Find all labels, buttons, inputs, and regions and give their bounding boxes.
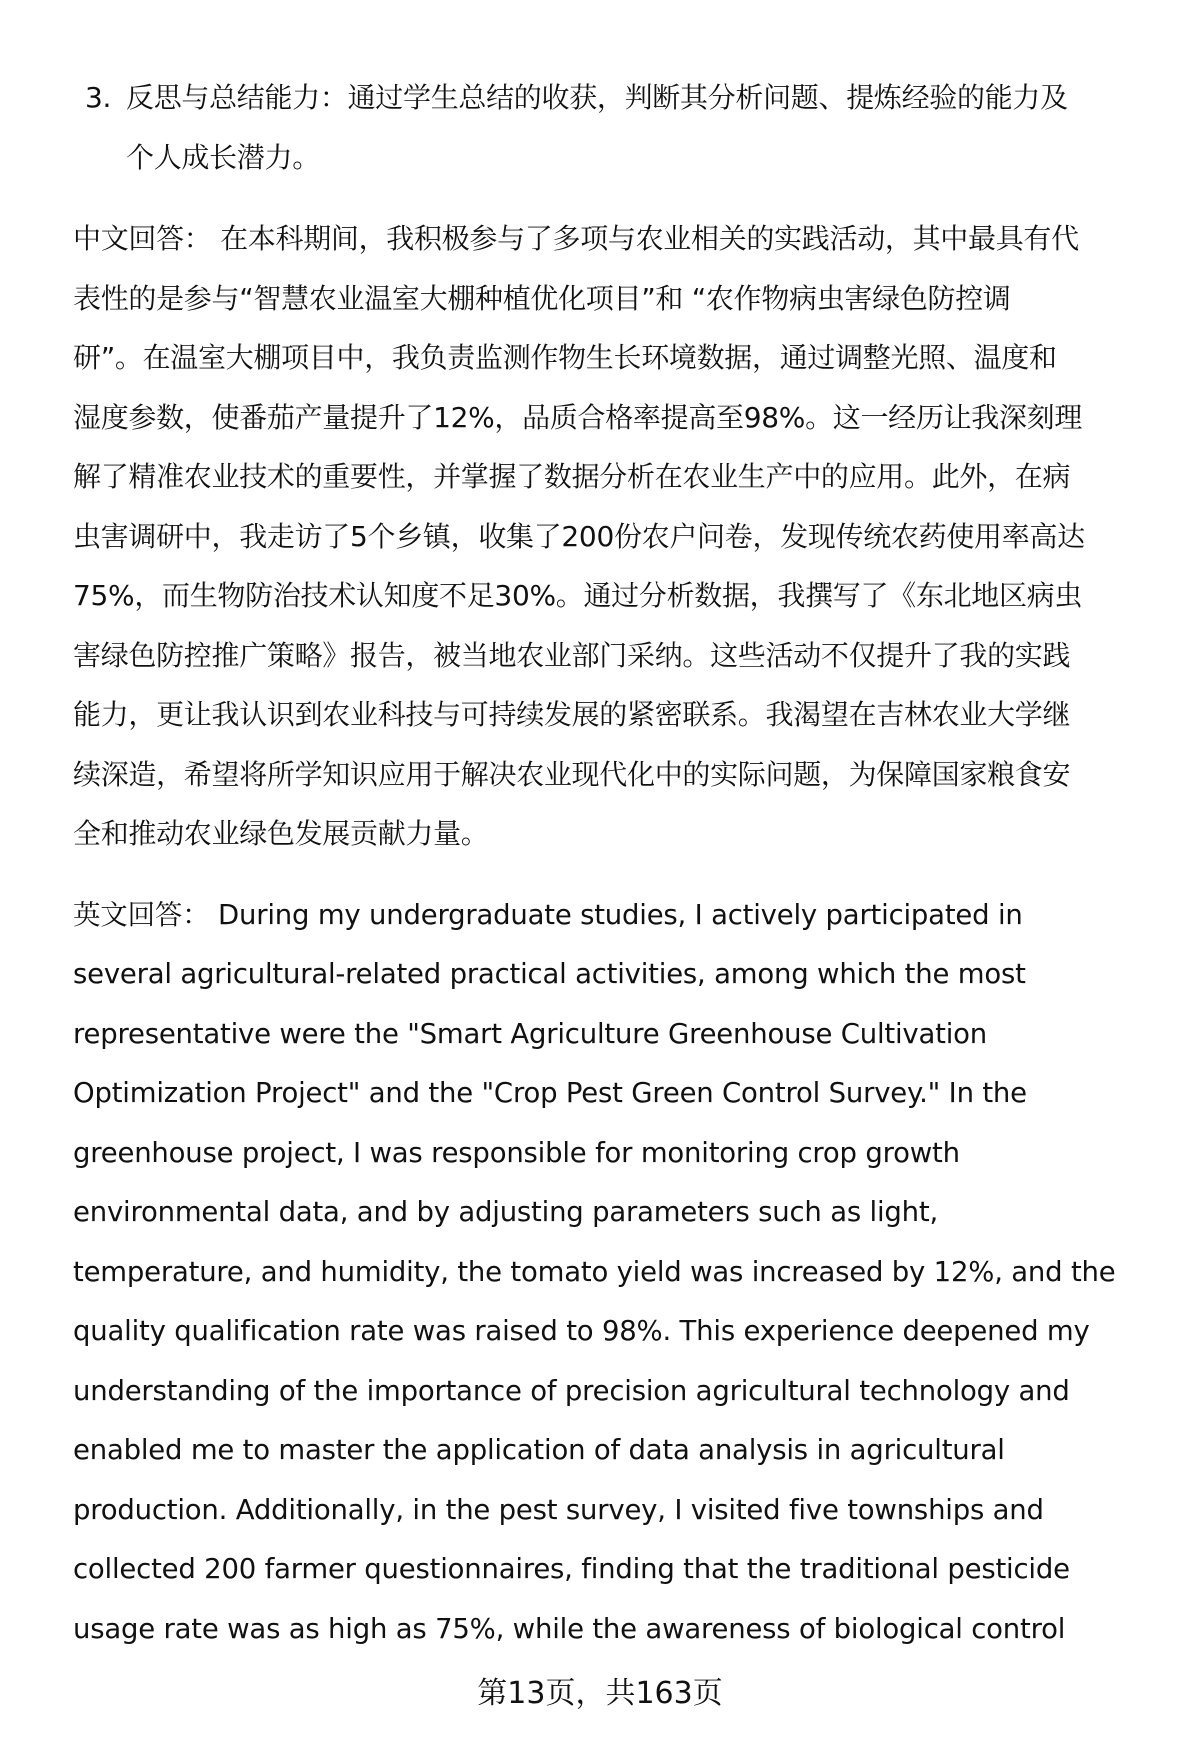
paragraph-line: 能力，更让我认识到农业科技与可持续发展的紧密联系。我渴望在吉林农业大学继 <box>73 698 1071 731</box>
list-item-line: 个人成长潜力。 <box>126 140 320 174</box>
paragraph-line: 全和推动农业绿色发展贡献力量。 <box>73 817 489 850</box>
paragraph-line: 害绿色防控推广策略》报告，被当地农业部门采纳。这些活动不仅提升了我的实践 <box>73 638 1071 672</box>
list-item-3 <box>73 68 1163 187</box>
page-number: 第13页，共163页 <box>477 1676 723 1711</box>
paragraph-line: 湿度参数，使番茄产量提升了12%，品质合格率提高至98%。这一经历让我深刻理 <box>73 400 1083 434</box>
paragraph-line: several agricultural-related practical activities, among which the most <box>73 958 1026 990</box>
paragraph-line: enabled me to master the application of data analysis in agricultural <box>73 1434 1005 1466</box>
paragraph-line: 研”。在温室大棚项目中，我负责监测作物生长环境数据，通过调整光照、温度和 <box>73 341 1057 374</box>
paragraph-line: temperature, and humidity, the tomato yield was increased by 12%, and the <box>73 1255 1116 1288</box>
paragraph-line: usage rate was as high as 75%, while the awareness of biological control <box>73 1612 1066 1645</box>
paragraph-line: understanding of the importance of precision agricultural technology and <box>73 1374 1070 1407</box>
paragraph-line: greenhouse project, I was responsible for monitoring crop growth <box>73 1136 960 1169</box>
list-item-line <box>73 68 1163 128</box>
paragraph-line: 续深造，希望将所学知识应用于解决农业现代化中的实际问题，为保障国家粮食安 <box>73 757 1071 791</box>
paragraph-line: production. Additionally, in the pest survey, I visited five townships and <box>73 1493 1044 1526</box>
list-item-text: 反思与总结能力：通过学生总结的收获，判断其分析问题、提炼经验的能力及 <box>126 81 1068 114</box>
paragraph-line: 中文回答： 在本科期间，我积极参与了多项与农业相关的实践活动，其中最具有代 <box>73 222 1079 255</box>
paragraph-line: 表性的是参与“智慧农业温室大棚种植优化项目”和 “农作物病虫害绿色防控调 <box>73 281 1011 315</box>
paragraph-line: 解了精准农业技术的重要性，并掌握了数据分析在农业生产中的应用。此外，在病 <box>73 460 1071 493</box>
paragraph-line: collected 200 farmer questionnaires, finding that the traditional pesticide <box>73 1553 1070 1585</box>
paragraph-line: Optimization Project" and the "Crop Pest Green Control Survey." In the <box>73 1077 1027 1109</box>
paragraph-line: 75%，而生物防治技术认知度不足30%。通过分析数据，我撰写了《东北地区病虫 <box>73 579 1083 612</box>
list-number: 3. <box>85 81 112 114</box>
paragraph-line: 英文回答： During my undergraduate studies, I actively participated in <box>73 898 1023 931</box>
paragraph-line: representative were the "Smart Agriculture Greenhouse Cultivation <box>73 1017 988 1050</box>
paragraph-line: 虫害调研中，我走访了5个乡镇，收集了200份农户问卷，发现传统农药使用率高达 <box>73 519 1085 553</box>
english-answer-paragraph <box>73 886 1163 1660</box>
paragraph-line: quality qualification rate was raised to 98%. This experience deepened my <box>73 1315 1090 1347</box>
chinese-answer-paragraph <box>73 209 1163 864</box>
paragraph-line: environmental data, and by adjusting parameters such as light, <box>73 1196 939 1228</box>
document-page <box>73 68 1163 1659</box>
